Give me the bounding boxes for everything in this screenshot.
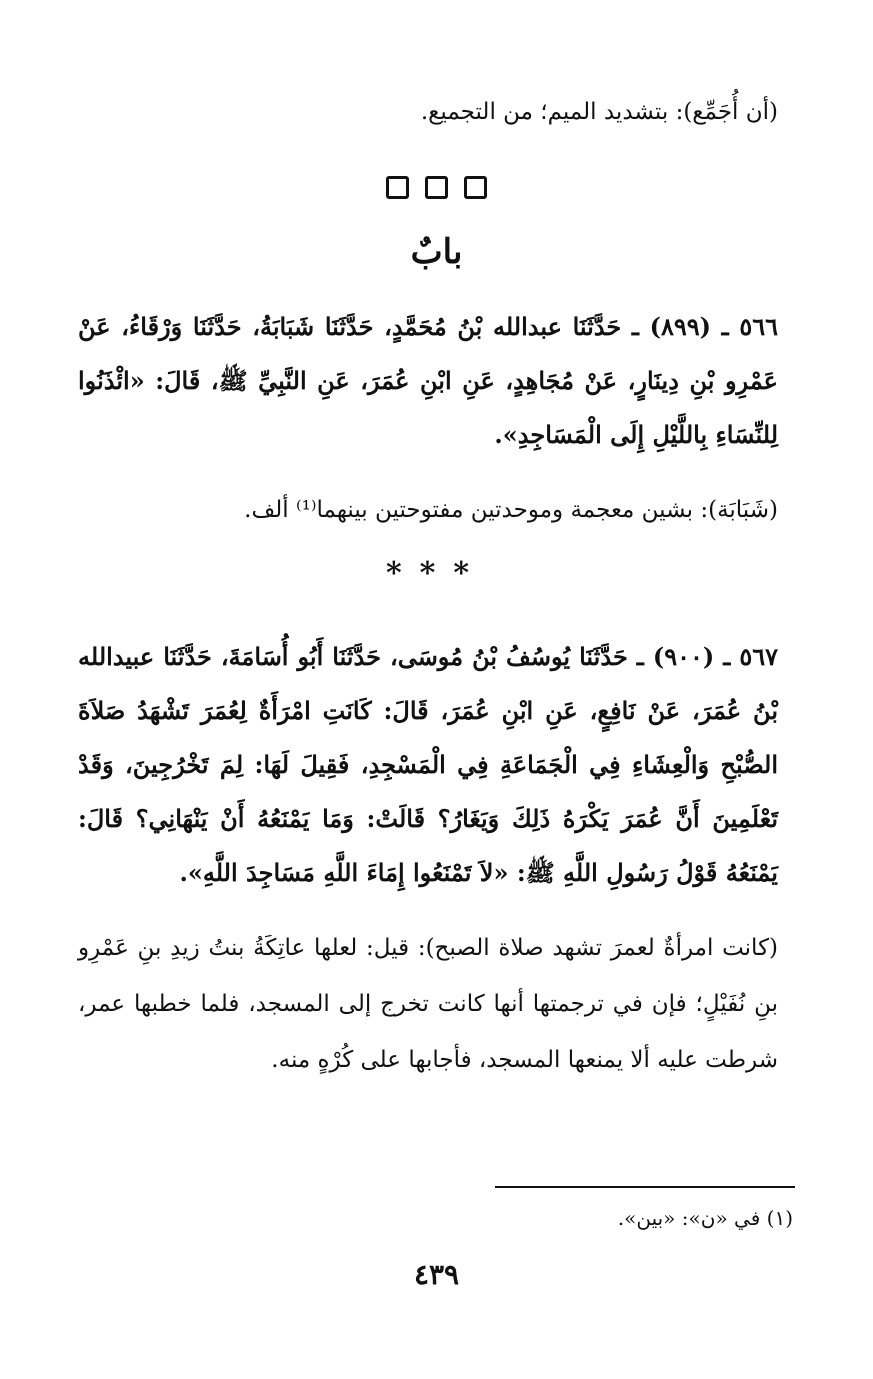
hadith-567: ٥٦٧ ـ (٩٠٠) ـ حَدَّثَنَا يُوسُفُ بْنُ مُوسَى، حَدَّثَنَا أَبُو أُسَامَةَ، حَدَّثَنَا عبيدالله بْنُ عُمَرَ، عَنْ نَافِعٍ، عَنِ ابْنِ عُمَرَ، قَالَ: كَانَتِ امْرَأَةٌ لِعُمَرَ تَشْهَدُ صَلاَةَ الصُّبْحِ وَالْعِشَاءِ فِي الْجَمَاعَةِ فِي الْمَسْجِدِ، فَقِيلَ لَهَا: لِمَ تَخْرُجِينَ، وَقَدْ تَعْلَمِينَ أَنَّ عُمَرَ يَكْرَهُ ذَلِكَ وَيَغَارُ؟ قَالَتْ: وَمَا يَمْنَعُهُ أَنْ يَنْهَانِي؟ قَالَ: يَمْنَعُهُ قَوْلُ رَسُولِ اللَّهِ ﷺ: «لاَ تَمْنَعُوا إِمَاءَ اللَّهِ مَسَاجِدَ اللَّهِ». [78,642,778,887]
page-number: ٤٣٩ [413,1258,460,1291]
footnote-divider [495,1186,795,1188]
separator-square-icon [386,176,409,199]
separator-square-icon [464,176,487,199]
hadith-566: ٥٦٦ ـ (٨٩٩) ـ حَدَّثَنَا عبدالله بْنُ مُحَمَّدٍ، حَدَّثَنَا شَبَابَةُ، حَدَّثَنَا وَرْقَاءُ، عَنْ عَمْرِو بْنِ دِينَارٍ، عَنْ مُجَاهِدٍ، عَنِ ابْنِ عُمَرَ، عَنِ النَّبِيِّ ﷺ، قَالَ: «ائْذَنُوا لِلنِّسَاءِ بِاللَّيْلِ إِلَى الْمَسَاجِدِ». [78,312,778,449]
chapter-title: بابٌ [410,232,463,272]
explanation-ajammi: (أن أُجَمِّع): بتشديد الميم؛ من التجميع. [420,99,778,125]
explanation-shababa: (شَبَابَة): بشين معجمة وموحدتين مفتوحتين بينهما⁽¹⁾ ألف. [244,497,778,523]
section-separator [0,168,873,204]
separator-square-icon [425,176,448,199]
stars-separator: *** [385,556,488,591]
explanation-atika: (كانت امرأةٌ لعمرَ تشهد صلاة الصبح): قيل: لعلها عاتِكَةُ بنتُ زيدِ بنِ عَمْرِو بنِ نُفَيْلٍ؛ فإن في ترجمتها أنها كانت تخرج إلى المسجد، فلما خطبها عمر، شرطت عليه ألا يمنعها المسجد، فأجابها على كُرْهٍ منه. [78,935,778,1073]
footnote: (١) في «ن»: «بين». [617,1206,793,1230]
